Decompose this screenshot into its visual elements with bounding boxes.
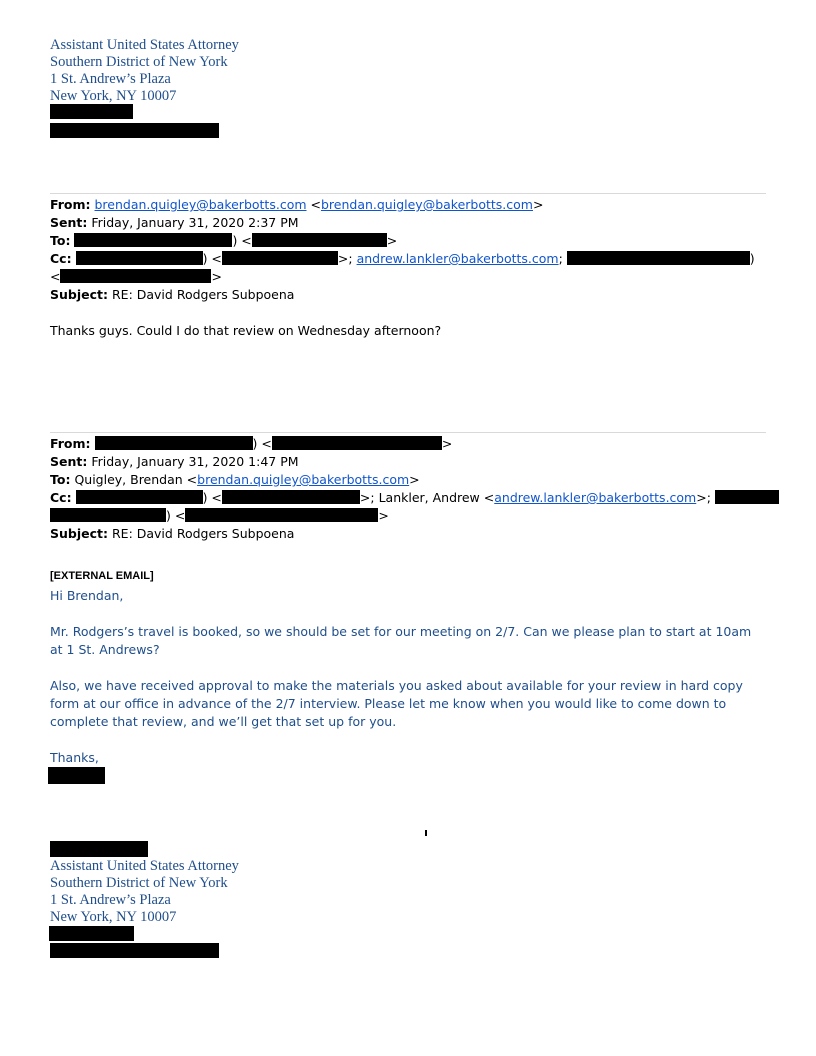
redaction-box [50, 841, 148, 857]
signature-title: Assistant United States Attorney [50, 858, 239, 874]
paragraph-2: Also, we have received approval to make the materials you asked about available for your review in hard copy form at our office in advance of the 2/7 interview. Please let me know when you would like to come down to complete that review, and we’ll get that set up for you. [50, 678, 743, 729]
to-line: To: Quigley, Brendan <brendan.quigley@bakerbotts.com> [50, 472, 420, 487]
external-email-tag: [EXTERNAL EMAIL] [50, 570, 154, 582]
redaction-box [95, 436, 253, 450]
greeting: Hi Brendan, [50, 588, 124, 603]
email-divider [50, 432, 766, 433]
sent-line [50, 214, 755, 232]
signature-address-line2: New York, NY 10007 [50, 909, 177, 925]
cc-line: Cc: ) < >; andrew.lankler@bakerbotts.com; ) [50, 251, 755, 266]
signature-address-line2: New York, NY 10007 [50, 88, 177, 104]
cc-name: >; Lankler, Andrew < [359, 490, 495, 505]
signature-address-line1: 1 St. Andrew’s Plaza [50, 71, 171, 87]
sent-value: Friday, January 31, 2020 2:37 PM [91, 215, 299, 230]
cc-label: Cc: [50, 251, 72, 266]
from-email-bracket-link[interactable]: brendan.quigley@bakerbotts.com [320, 197, 533, 212]
redaction-box [222, 490, 360, 504]
from-label: From: [50, 436, 91, 451]
subject-line [50, 286, 755, 304]
cc-email-link[interactable]: andrew.lankler@bakerbotts.com [356, 251, 559, 266]
from-line: From: brendan.quigley@bakerbotts.com <brendan.quigley@bakerbotts.com> [50, 197, 544, 212]
redaction-box [76, 490, 203, 504]
redaction-box [50, 508, 166, 522]
signature-title: Assistant United States Attorney [50, 37, 239, 53]
redaction-box [50, 123, 219, 138]
from-email-link[interactable]: brendan.quigley@bakerbotts.com [94, 197, 307, 212]
email1-header [50, 196, 755, 304]
paragraph-1: Mr. Rodgers’s travel is booked, so we should be set for our meeting on 2/7. Can we please plan to start at 10am at 1 St. Andrews? [50, 624, 752, 657]
redaction-box [222, 251, 338, 265]
redaction-box [50, 104, 133, 119]
signature-office: Southern District of New York [50, 875, 228, 891]
sent-line [50, 453, 779, 471]
to-label: To: [50, 233, 71, 248]
to-email-link[interactable]: brendan.quigley@bakerbotts.com [197, 472, 410, 487]
cc-email-link[interactable]: andrew.lankler@bakerbotts.com [494, 490, 697, 505]
closing: Thanks, [50, 750, 99, 765]
subject-label: Subject: [50, 287, 108, 302]
redaction-box [50, 943, 219, 958]
signature-block-bottom [50, 858, 239, 926]
subject-value: RE: David Rodgers Subpoena [111, 287, 295, 302]
cc-label: Cc: [50, 490, 72, 505]
email-divider [50, 193, 766, 194]
sent-label: Sent: [50, 215, 88, 230]
stray-mark [425, 830, 427, 836]
sent-value: Friday, January 31, 2020 1:47 PM [91, 454, 299, 469]
email1-body: Thanks guys. Could I do that review on Wednesday afternoon? [50, 323, 442, 338]
subject-value: RE: David Rodgers Subpoena [111, 526, 295, 541]
redaction-box [74, 233, 232, 247]
from-line: From: ) < > [50, 436, 453, 451]
signature-office: Southern District of New York [50, 54, 228, 70]
sent-label: Sent: [50, 454, 88, 469]
to-label: To: [50, 472, 71, 487]
from-label: From: [50, 197, 91, 212]
signature-address-line1: 1 St. Andrew’s Plaza [50, 892, 171, 908]
cc-line-continued: ) < > [50, 507, 779, 525]
subject-label: Subject: [50, 526, 108, 541]
redaction-box [715, 490, 779, 504]
cc-line-continued: < > [50, 269, 222, 284]
redaction-box [49, 926, 134, 941]
to-name: Quigley, Brendan < [74, 472, 198, 487]
email2-header [50, 435, 779, 543]
signature-block-top [50, 37, 239, 105]
redaction-box [48, 767, 105, 784]
redaction-box [252, 233, 387, 247]
cc-line: Cc: ) < >; Lankler, Andrew <andrew.lankler@bakerbotts.com>; [50, 489, 779, 507]
redaction-box [567, 251, 750, 265]
to-line: To: ) < > [50, 233, 398, 248]
redaction-box [76, 251, 203, 265]
redaction-box [60, 269, 211, 283]
redaction-box [272, 436, 442, 450]
subject-line [50, 525, 779, 543]
redaction-box [185, 508, 378, 522]
